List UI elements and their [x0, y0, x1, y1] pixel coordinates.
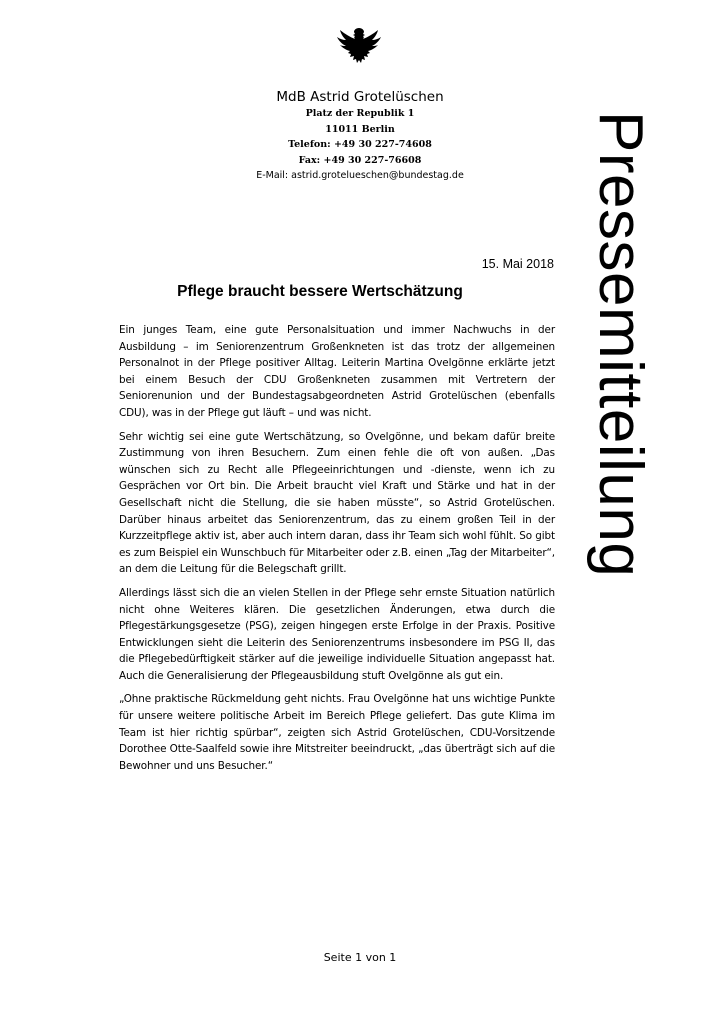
side-title: Pressemitteilung	[586, 111, 655, 578]
press-body	[119, 322, 555, 781]
email-line: E-Mail: astrid.grotelueschen@bundestag.de	[256, 170, 464, 181]
city-line: 11011 Berlin	[325, 123, 395, 135]
press-title: Pflege braucht bessere Wertschätzung	[177, 283, 463, 300]
side-title-container	[586, 111, 655, 855]
fax-line: Fax: +49 30 227-76608	[298, 154, 422, 166]
address-line: Platz der Republik 1	[305, 108, 415, 119]
paragraph: „Ohne praktische Rückmeldung geht nichts. Frau Ovelgönne hat uns wichtige Punkte für unsere weitere politische Arbeit im Bereich Pflege geliefert. Das gute Klima im Team ist hier richtig spürbar“, zeigten sich Astrid Grotelüschen, CDU-Vorsitzende Dorothee Otte-Saalfeld sowie ihre Mitstreiter beeindruckt, „das überträgt sich auf die Bewohner und uns Besucher.“	[119, 693, 555, 772]
paragraph: Sehr wichtig sei eine gute Wertschätzung, so Ovelgönne, und bekam dafür breite Zustimmung von ihren Besuchern. Zum einen fehle die oft von außen. „Das wünschen sich zu Recht alle Pflegeeinrichtungen und -dienste, wenn ich zu Gesprächen vor Ort bin. Die Arbeit braucht viel Kraft und Stärke und hat in der Gesellschaft nicht die Stellung, die sie haben müsste“, so Astrid Grotelüschen. Darüber hinaus arbeitet das Seniorenzentrum, das zu einem großen Teil in der Kurzzeitpflege aktiv ist, aber auch intern daran, dass ihr Team sich wohl fühlt. So gibt es zum Beispiel ein Wunschbuch für Mitarbeiter oder z.B. einen „Tag der Mitarbeiter“, an dem die Leitung für die Belegschaft grillt.	[119, 430, 555, 576]
release-date: 15. Mai 2018	[481, 257, 554, 271]
member-name: MdB Astrid Grotelüschen	[276, 89, 444, 105]
page-number: Seite 1 von 1	[323, 951, 397, 964]
letterhead	[180, 88, 540, 184]
paragraph: Allerdings lässt sich die an vielen Stellen in der Pflege sehr ernste Situation natürlich nicht ohne Weiteres klären. Die gesetzlichen Änderungen, etwa durch die Pflegestärkungsgesetze (PSG), zeigen hingegen erste Erfolge in der Praxis. Positive Entwicklungen sieht die Leiterin des Seniorenzentrums insbesondere im PSG II, das die Pflegebedürftigkeit stärker auf die jeweilige individuelle Situation angepasst hat. Auch die Generalisierung der Pflegeausbildung stuft Ovelgönne als gut ein.	[119, 586, 555, 682]
paragraph: Ein junges Team, eine gute Personalsituation und immer Nachwuchs in der Ausbildung – im Seniorenzentrum Großenkneten ist das trotz der allgemeinen Personalnot in der Pflege positiver Alltag. Leiterin Martina Ovelgönne erklärte jetzt bei einem Besuch der CDU Großenkneten zusammen mit Vertretern der Seniorenunion und der Bundestagsabgeordneten Astrid Grotelüschen (ebenfalls CDU), was in der Pflege gut läuft – und was nicht.	[119, 324, 555, 419]
bundesadler-logo	[333, 26, 385, 72]
phone-line: Telefon: +49 30 227-74608	[288, 139, 432, 150]
